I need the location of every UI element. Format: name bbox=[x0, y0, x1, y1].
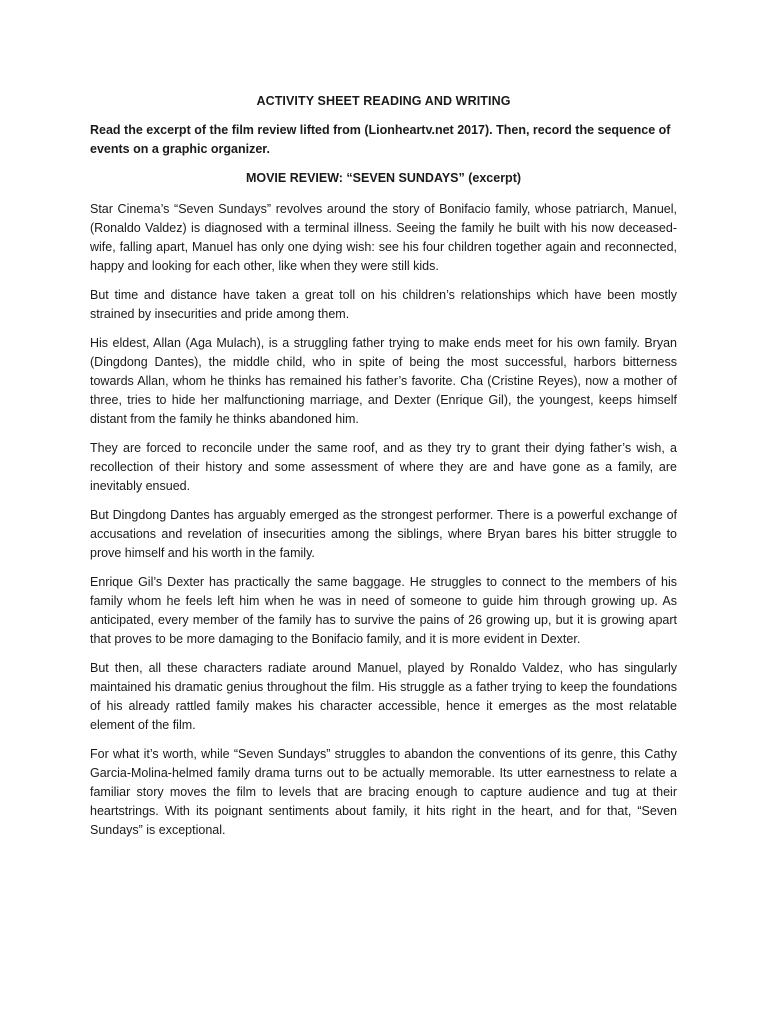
paragraph-7: But then, all these characters radiate around Manuel, played by Ronaldo Valdez, who has singularly maintained his dramatic genius throughout the film. His struggle as a father trying to keep the foundations of his already rattled family makes his character accessible, hence it emerges as the most relatable element of the film. bbox=[90, 661, 677, 732]
paragraph-8: For what it’s worth, while “Seven Sundays” struggles to abandon the conventions of its genre, this Cathy Garcia-Molina-helmed family drama turns out to be actually memorable. Its utter earnestness to relate a familiar story moves the film to levels that are bracing enough to capture audience and tug at their heartstrings. With its poignant sentiments about family, it hits right in the heart, and for that, “Seven Sundays” is exceptional. bbox=[90, 747, 677, 837]
paragraph-1: Star Cinema’s “Seven Sundays” revolves around the story of Bonifacio family, whose patriarch, Manuel, (Ronaldo Valdez) is diagnosed with a terminal illness. Seeing the family he built with his now deceased-wife, falling apart, Manuel has only one dying wish: see his four children together again and reconnected, happy and looking for each other, like when they were still kids. bbox=[90, 202, 677, 273]
activity-sheet-title: ACTIVITY SHEET READING AND WRITING bbox=[256, 94, 511, 108]
paragraph-3: His eldest, Allan (Aga Mulach), is a struggling father trying to make ends meet for his own family. Bryan (Dingdong Dantes), the middle child, who in spite of being the most successful, harbors bitterness towards Allan, whom he thinks has remained his father’s favorite. Cha (Cristine Reyes), now a mother of three, tries to hide her malfunctioning marriage, and Dexter (Enrique Gil), the youngest, keeps himself distant from the family he thinks abandoned him. bbox=[90, 336, 677, 426]
paragraph-5: But Dingdong Dantes has arguably emerged as the strongest performer. There is a powerful exchange of accusations and revelation of insecurities among the siblings, where Bryan bares his bitter struggle to prove himself and his worth in the family. bbox=[90, 508, 677, 560]
review-subtitle: MOVIE REVIEW: “SEVEN SUNDAYS” (excerpt) bbox=[245, 171, 522, 185]
document-page bbox=[90, 92, 677, 850]
instructions: Read the excerpt of the film review lifted from (Lionheartv.net 2017). Then, record the sequence of events on a graphic organizer. bbox=[90, 123, 671, 156]
paragraph-4: They are forced to reconcile under the same roof, and as they try to grant their dying father’s wish, a recollection of their history and some assessment of where they are and have gone as a family, are inevitably ensued. bbox=[90, 441, 677, 493]
paragraph-2: But time and distance have taken a great toll on his children’s relationships which have been mostly strained by insecurities and pride among them. bbox=[90, 288, 677, 321]
paragraph-6: Enrique Gil’s Dexter has practically the same baggage. He struggles to connect to the members of his family whom he feels left him when he was in need of someone to guide him through growing up. As anticipated, every member of the family has to survive the pains of 26 growing up, but it is growing apart that proves to be more damaging to the Bonifacio family, and it is more evident in Dexter. bbox=[90, 575, 677, 646]
